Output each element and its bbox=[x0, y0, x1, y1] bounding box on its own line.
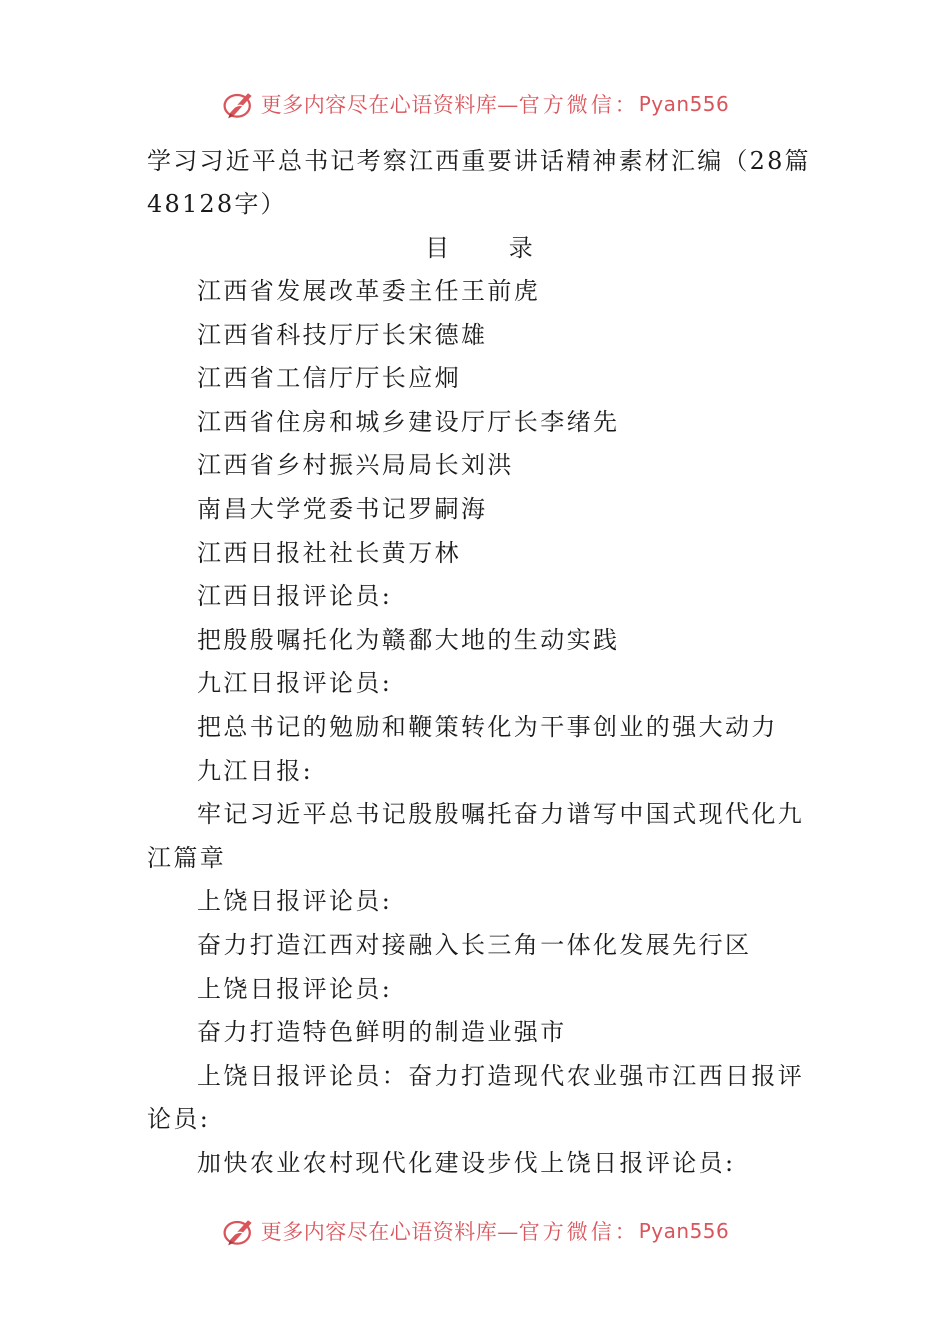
toc-line: 上饶日报评论员: bbox=[197, 974, 393, 1003]
toc-line: 上饶日报评论员: bbox=[197, 887, 393, 916]
watermark-main-text: 更多内容尽在心语资料库— bbox=[260, 93, 519, 117]
toc-line: 奋力打造特色鲜明的制造业强市 bbox=[197, 1018, 567, 1047]
toc-line: 九江日报: bbox=[197, 756, 314, 785]
toc-line: 奋力打造江西对接融入长三角一体化发展先行区 bbox=[197, 930, 752, 959]
toc-list bbox=[147, 270, 811, 1185]
toc-line: 江西省发展改革委主任王前虎 bbox=[197, 277, 541, 305]
pen-circle-logo-icon bbox=[221, 1213, 257, 1249]
watermark-wechat-id: Pyan556 bbox=[638, 1219, 730, 1243]
pen-circle-logo-icon bbox=[221, 86, 257, 122]
toc-line: 牢记习近平总书记殷殷嘱托奋力谱写中国式现代化九江篇章 bbox=[147, 800, 805, 872]
document-body bbox=[147, 140, 811, 1185]
toc-line: 江西省住房和城乡建设厅厅长李绪先 bbox=[197, 407, 620, 436]
document-title: 学习习近平总书记考察江西重要讲话精神素材汇编（28篇48128字） bbox=[147, 147, 811, 218]
toc-line: 九江日报评论员: bbox=[197, 669, 393, 698]
watermark-wechat-id: Pyan556 bbox=[638, 92, 730, 116]
header-watermark bbox=[0, 84, 950, 124]
toc-line: 江西省工信厅厅长应炯 bbox=[197, 364, 461, 393]
toc-line: 把总书记的勉励和鞭策转化为干事创业的强大动力 bbox=[197, 712, 778, 741]
footer-watermark bbox=[0, 1211, 950, 1251]
toc-line: 江西省乡村振兴局局长刘洪 bbox=[197, 451, 514, 480]
toc-line: 江西日报社社长黄万林 bbox=[197, 538, 461, 567]
watermark-official-text: 官方微信： bbox=[518, 93, 639, 117]
toc-line: 上饶日报评论员：奋力打造现代农业强市江西日报评论员: bbox=[147, 1061, 805, 1134]
toc-line: 南昌大学党委书记罗嗣海 bbox=[197, 494, 488, 523]
toc-line: 把殷殷嘱托化为赣鄱大地的生动实践 bbox=[197, 625, 620, 654]
watermark-main-text: 更多内容尽在心语资料库— bbox=[260, 1220, 519, 1244]
toc-line: 江西日报评论员: bbox=[197, 582, 393, 611]
watermark-official-text: 官方微信： bbox=[518, 1220, 639, 1244]
toc-line: 江西省科技厅厅长宋德雄 bbox=[197, 320, 488, 349]
toc-heading: 目 录 bbox=[425, 234, 559, 262]
toc-line: 加快农业农村现代化建设步伐上饶日报评论员: bbox=[197, 1148, 736, 1177]
